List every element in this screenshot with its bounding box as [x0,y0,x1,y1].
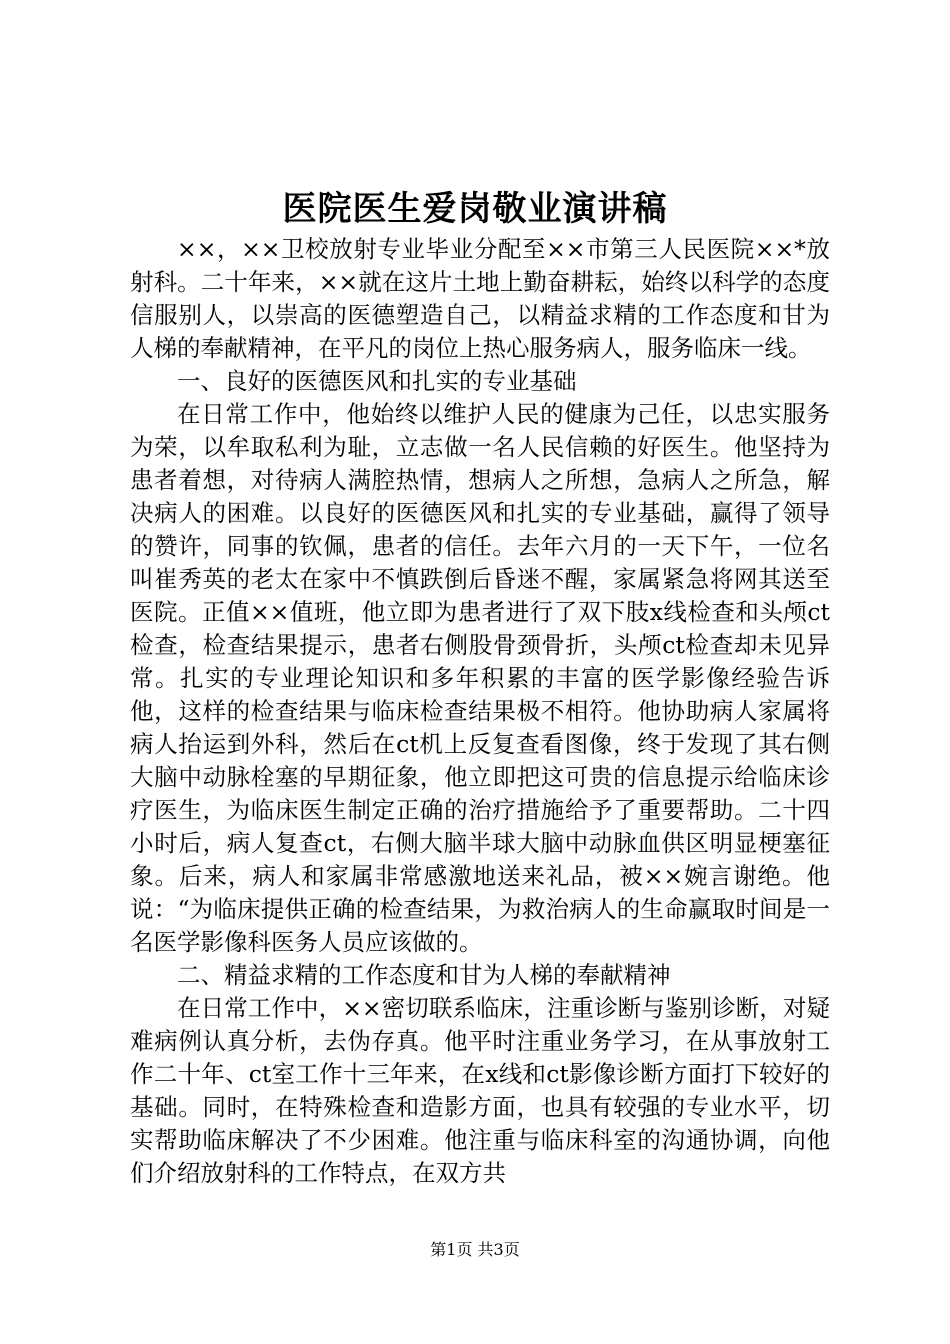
document-title: 医院医生爱岗敬业演讲稿 [282,189,668,229]
paragraph-intro: ××，××卫校放射专业毕业分配至××市第三人民医院××*放射科。二十年来，××就在这片土地上勤奋耕耘，始终以科学的态度信服别人，以崇高的医德塑造自己，以精益求精的工作态度和甘为人梯的奉献精神，在平凡的岗位上热心服务病人，服务临床一线。 [130,235,830,362]
paragraph-section-1: 在日常工作中，他始终以维护人民的健康为己任，以忠实服务为荣，以牟取私利为耻，立志做一名人民信赖的好医生。他坚持为患者着想，对待病人满腔热情，想病人之所想，急病人之所急，解决病人的困难。以良好的医德医风和扎实的专业基础，赢得了领导的赞许，同事的钦佩，患者的信任。去年六月的一天下午，一位名叫崔秀英的老太在家中不慎跌倒后昏迷不醒，家属紧急将网其送至医院。正值××值班，他立即为患者进行了双下肢x线检查和头颅ct检查，检查结果提示，患者右侧股骨颈骨折，头颅ct检查却未见异常。扎实的专业理论知识和多年积累的丰富的医学影像经验告诉他，这样的检查结果与临床检查结果极不相符。他协助病人家属将病人抬运到外科，然后在ct机上反复查看图像，终于发现了其右侧大脑中动脉栓塞的早期征象，他立即把这可贵的信息提示给临床诊疗医生，为临床医生制定正确的治疗措施给予了重要帮助。二十四小时后，病人复查ct，右侧大脑半球大脑中动脉血供区明显梗塞征象。后来，病人和家属非常感激地送来礼品，被××婉言谢绝。他说：“为临床提供正确的检查结果，为救治病人的生命赢取时间是一名医学影像科医务人员应该做的。 [130,400,830,956]
page-number-footer: 第1页 共3页 [430,1240,520,1259]
section-heading-2: 二、精益求精的工作态度和甘为人梯的奉献精神 [177,961,671,989]
document-body [130,233,830,1190]
section-heading-1: 一、良好的医德医风和扎实的专业基础 [177,367,577,395]
paragraph-section-2: 在日常工作中，××密切联系临床，注重诊断与鉴别诊断，对疑难病例认真分析，去伪存真。他平时注重业务学习，在从事放射工作二十年、ct室工作十三年来，在x线和ct影像诊断方面打下较好的基础。同时，在特殊检查和造影方面，也具有较强的专业水平，切实帮助临床解决了不少困难。他注重与临床科室的沟通协调，向他们介绍放射科的工作特点，在双方共 [130,994,830,1187]
